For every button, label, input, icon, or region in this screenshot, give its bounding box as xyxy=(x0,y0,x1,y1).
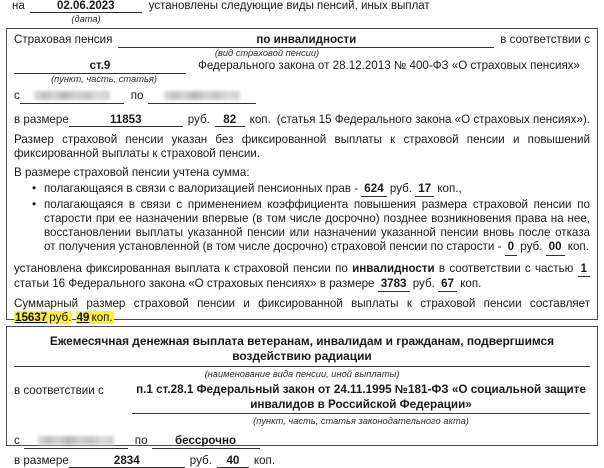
total-amount-kop: 49 xyxy=(76,311,90,325)
fixed-payment-rub: 3783 xyxy=(378,277,410,292)
header-date-caption: (дата) xyxy=(71,14,101,24)
bullet-kop-unit: коп., xyxy=(437,181,462,195)
edv-period-to-label: по xyxy=(134,434,148,448)
pension-type-value: по инвалидности xyxy=(118,33,494,48)
pension-accordance-label: в соответствии с xyxy=(500,33,590,46)
redacted-date xyxy=(34,91,110,100)
pension-period-to-value xyxy=(148,89,256,104)
bullet-rub: 624 xyxy=(361,182,386,197)
pension-period-row xyxy=(14,89,590,104)
fixed-payment-text-1: установлена фиксированная выплата к страховой пенсии по xyxy=(14,261,353,275)
header-suffix-label: установлены следующие виды пенсий, иных выплат xyxy=(148,0,430,12)
bullet-rub-unit: руб. xyxy=(520,240,543,254)
bullet-text: полагающаяся в связи с валоризацией пенсионных прав - xyxy=(44,181,362,195)
edv-period-row xyxy=(14,434,590,449)
edv-rub-unit: руб. xyxy=(189,454,212,468)
edv-accordance-label: в соответствии с xyxy=(14,384,104,397)
edv-law-row xyxy=(14,383,590,414)
monthly-cash-payment-block xyxy=(6,326,598,468)
fixed-payment-kop: 67 xyxy=(438,277,457,292)
pension-period-from-value xyxy=(20,89,124,104)
total-kop-unit: коп. xyxy=(91,311,113,325)
total-amount-paragraph xyxy=(14,297,590,325)
bullet-text: полагающаяся в связи с применением коэффициента повышения размера страховой пенсии по старости при ее назначении впервые (в том числе досрочно) позднее возникновения права на нее, восстановлении выплаты указанной пенсии или назначении указанной пенсии вновь после отказа от получения установленной (в том числе досрочно) страховой пенсии по старости - xyxy=(44,197,590,254)
pension-article-row xyxy=(14,59,590,74)
edv-period-to-value: бессрочно xyxy=(152,434,260,449)
pension-kop-unit: коп. xyxy=(249,113,271,126)
header-date-value: 02.06.2023 xyxy=(30,0,142,13)
list-item xyxy=(14,198,590,256)
bullet-kop: 00 xyxy=(546,240,565,255)
edv-law-caption: (пункт, часть, статья законодательного акта) xyxy=(253,416,469,427)
pension-article-value: ст.9 xyxy=(14,59,186,74)
edv-kop-unit: коп. xyxy=(253,454,276,468)
edv-amount-kop: 40 xyxy=(217,454,249,468)
pension-amount-rub: 11853 xyxy=(69,113,183,127)
edv-amount-row xyxy=(14,454,590,468)
pension-amount-kop: 82 xyxy=(215,113,245,127)
pension-period-from-label: с xyxy=(14,89,20,102)
pension-amount-note: (статья 15 Федерального закона «О страховых пенсиях»). xyxy=(276,113,590,126)
total-amount-rub: 15637 xyxy=(15,311,48,325)
pension-amount-label: в размере xyxy=(14,113,69,126)
redacted-date xyxy=(164,91,240,100)
pension-type-caption: (вид страховой пенсии) xyxy=(214,48,320,58)
edv-title: Ежемесячная денежная выплата ветеранам, инвалидам и гражданам, подвергшимся воздействию радиации xyxy=(49,334,555,363)
fixed-payment-paragraph xyxy=(14,262,590,292)
bullet-rub: 0 xyxy=(505,240,517,255)
fixed-payment-kop-unit: коп. xyxy=(460,276,482,290)
edv-law-text: п.1 ст.28.1 Федеральный закон от 24.11.1995 №181-ФЗ «О социальной защите инвалидов в Российской Федерации» xyxy=(132,383,590,414)
pension-type-label: Страховая пенсия xyxy=(14,33,113,46)
total-rub-unit: руб. xyxy=(49,311,72,325)
fixed-payment-rub-unit: руб. xyxy=(412,276,435,290)
total-amount-text: Суммарный размер страховой пенсии и фиксированной выплаты к страховой пенсии составляет xyxy=(14,297,590,311)
pension-without-fixed-note: Размер страховой пенсии указан без фиксированной выплаты к страховой пенсии и повышений фиксированной выплаты к страховой пенсии. xyxy=(14,133,590,161)
redacted-date xyxy=(38,436,114,445)
edv-amount-label: в размере xyxy=(14,454,69,468)
edv-period-from-value xyxy=(24,434,128,449)
pension-period-to-label: по xyxy=(130,89,144,102)
pension-law-text: Федерального закона от 28.12.2013 № 400-ФЗ «О страховых пенсиях» xyxy=(198,59,581,72)
pension-rub-unit: руб. xyxy=(187,113,210,126)
pension-article-caption: (пункт, часть, статья) xyxy=(51,74,157,84)
pension-included-intro: В размере страховой пенсии учтена сумма: xyxy=(14,166,250,180)
header-prefix-label: на xyxy=(12,0,25,12)
bullet-kop-unit: коп. xyxy=(567,240,589,254)
bullet-kop: 17 xyxy=(415,182,434,197)
pension-type-row xyxy=(14,33,590,48)
list-item xyxy=(14,182,590,197)
edv-period-from-label: с xyxy=(14,434,20,448)
fixed-payment-text-2: в соответствии с частью xyxy=(434,261,578,275)
edv-amount-rub: 2834 xyxy=(69,454,185,468)
pension-amount-row xyxy=(14,113,590,127)
fixed-payment-kind: инвалидности xyxy=(352,261,435,275)
insurance-pension-block xyxy=(6,28,598,325)
document-header-line xyxy=(6,0,598,13)
fixed-payment-text-3: статьи 16 Федерального закона «О страховых пенсиях» в размере xyxy=(14,276,378,290)
fixed-payment-part-number: 1 xyxy=(578,262,590,277)
bullet-rub-unit: руб. xyxy=(389,181,412,195)
pension-included-list xyxy=(14,182,590,256)
edv-title-caption: (наименование вида пенсии, иной выплаты) xyxy=(204,369,400,379)
